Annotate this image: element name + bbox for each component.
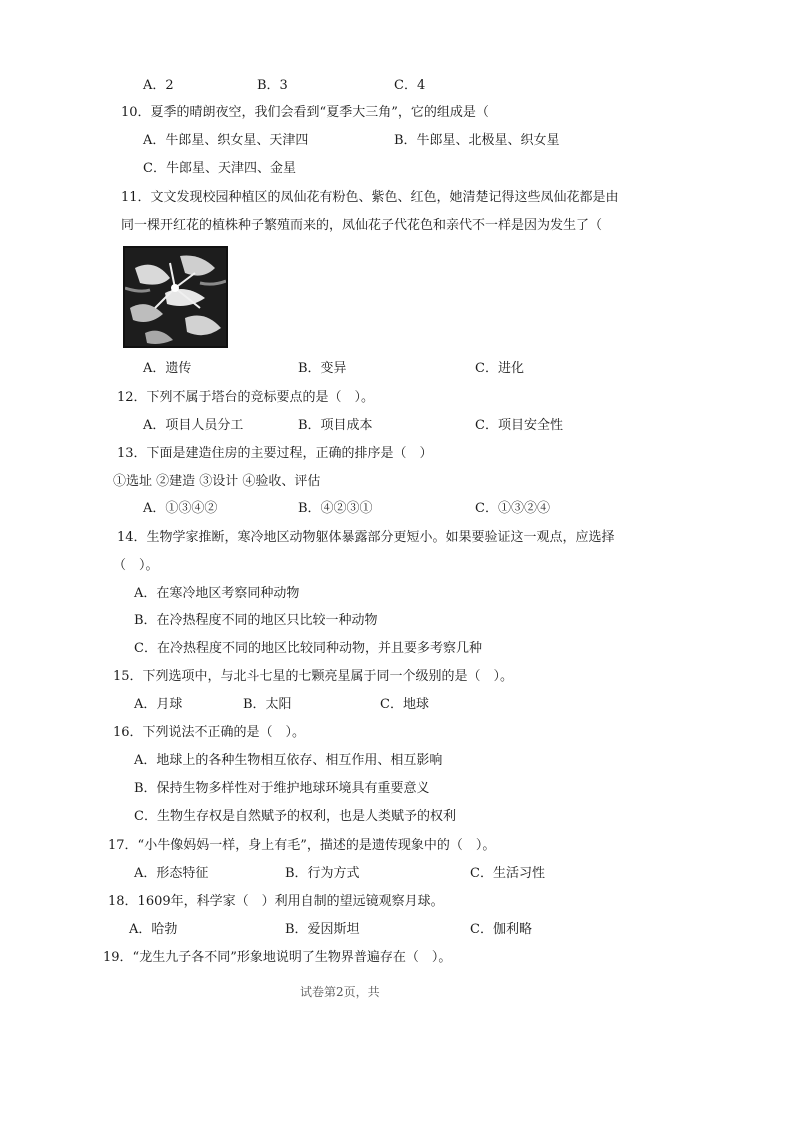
q13-option-c: C．①③②④ [475, 501, 550, 516]
q13-steps: ①选址 ②建造 ③设计 ④验收、评估 [113, 474, 321, 489]
q9-option-a: A．2 [143, 78, 174, 93]
q14-option-c: C．在冷热程度不同的地区比较同种动物，并且要多考察几种 [134, 641, 482, 656]
q19-stem: 19．“龙生九子各不同”形象地说明了生物界普遍存在（ ）。 [103, 950, 452, 965]
q9-option-b: B．3 [257, 78, 288, 93]
q15-option-a: A．月球 [134, 697, 183, 712]
q15-option-c: C．地球 [380, 697, 429, 712]
q12-option-a: A．项目人员分工 [143, 418, 244, 433]
q13-option-a: A．①③④② [143, 501, 218, 516]
q18-option-b: B．爱因斯坦 [285, 922, 360, 937]
q11-option-c: C．进化 [475, 361, 524, 376]
q16-stem: 16．下列说法不正确的是（ ）。 [113, 725, 306, 740]
q18-stem: 18．1609年，科学家（ ）利用自制的望远镜观察月球。 [108, 894, 444, 909]
q13-option-b: B．④②③① [298, 501, 373, 516]
q17-option-b: B．行为方式 [285, 866, 360, 881]
q11-option-b: B．变异 [298, 361, 347, 376]
q9-option-c: C．4 [394, 78, 426, 93]
q11-option-a: A．遗传 [143, 361, 192, 376]
q11-stem-line2: 同一棵开红花的植株种子繁殖而来的，凤仙花子代花色和亲代不一样是因为发生了（ [121, 218, 603, 233]
q15-option-b: B．太阳 [243, 697, 292, 712]
q17-option-c: C．生活习性 [470, 866, 545, 881]
q10-option-a: A．牛郎星、织女星、天津四 [143, 133, 309, 148]
q14-option-a: A．在寒冷地区考察同种动物 [134, 586, 300, 601]
q12-option-c: C．项目安全性 [475, 418, 563, 433]
q18-option-a: A．哈勃 [129, 922, 178, 937]
q13-stem: 13．下面是建造住房的主要过程，正确的排序是（ ） [117, 446, 433, 461]
q14-option-b: B．在冷热程度不同的地区只比较一种动物 [134, 613, 378, 628]
q10-option-c: C．牛郎星、天津四、金星 [143, 161, 296, 176]
q16-option-b: B．保持生物多样性对于维护地球环境具有重要意义 [134, 781, 430, 796]
q14-stem-line1: 14．生物学家推断，寒冷地区动物躯体暴露部分更短小。如果要验证这一观点，应选择 [117, 530, 615, 545]
q17-stem: 17．“小牛像妈妈一样，身上有毛”，描述的是遗传现象中的（ ）。 [108, 838, 496, 853]
q10-option-b: B．牛郎星、北极星、织女星 [394, 133, 560, 148]
q15-stem: 15．下列选项中，与北斗七星的七颗亮星属于同一个级别的是（ ）。 [113, 669, 514, 684]
q17-option-a: A．形态特征 [134, 866, 209, 881]
q14-stem-line2: （ ）。 [113, 558, 159, 573]
q10-stem: 10．夏季的晴朗夜空，我们会看到“夏季大三角”，它的组成是（ [121, 105, 489, 120]
impatiens-flower-photo [123, 246, 228, 348]
flower-image [125, 248, 226, 346]
q16-option-c: C．生物生存权是自然赋予的权利，也是人类赋予的权利 [134, 809, 456, 824]
q11-stem-line1: 11．文文发现校园种植区的凤仙花有粉色、紫色、红色，她清楚记得这些凤仙花都是由 [121, 190, 619, 205]
q18-option-c: C．伽利略 [470, 922, 532, 937]
q12-stem: 12．下列不属于塔台的竞标要点的是（ ）。 [117, 390, 375, 405]
q12-option-b: B．项目成本 [298, 418, 373, 433]
page-footer: 试卷第2页，共 [300, 985, 380, 999]
q16-option-a: A．地球上的各种生物相互依存、相互作用、相互影响 [134, 753, 443, 768]
